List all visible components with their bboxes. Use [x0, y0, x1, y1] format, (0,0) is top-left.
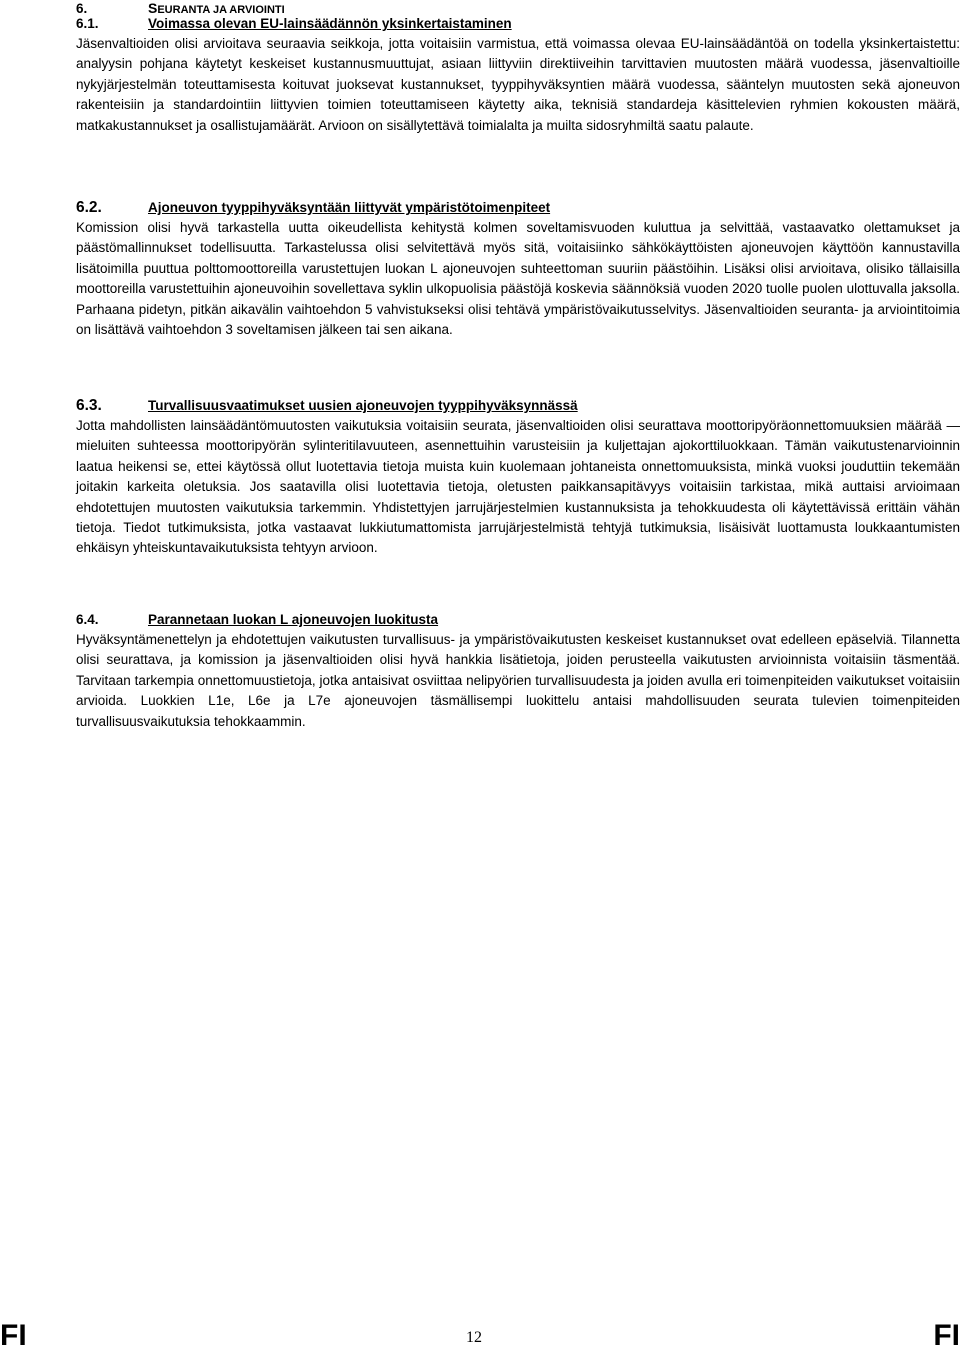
language-code-right: FI: [933, 1319, 960, 1352]
chapter-number: 6.: [76, 1, 88, 16]
section-number: 6.1.: [76, 16, 99, 31]
language-code-left: FI: [0, 1319, 27, 1352]
chapter-title-rest: EURANTA JA ARVIOINTI: [157, 4, 285, 16]
section-heading: [76, 14, 960, 34]
section-6-3: [76, 396, 960, 559]
section-paragraph: Hyväksyntämenettelyn ja ehdotettujen vaikutusten turvallisuus- ja ympäristövaikutusten keskeiset kustannukset ovat edelleen epäselviä. Tilannetta olisi seurattava, ja komission ja jäsenvaltioiden olisi hyvä hankkia lisätietoja, joiden perusteella vaikutusten arvioinnista voitaisiin täsmentää. Tarvitaan tarkempia onnettomuustietoja, jotka antaisivat osviittaa nelipyörien turvallisuudesta ja joiden avulla eri toimenpiteiden vaikutukset voitaisiin arvioida. Luokkien L1e, L6e ja L7e ajoneuvojen täsmällisempi luokittelu antaisi mahdollisuuden seurata tulevien toimenpiteiden turvallisuusvaikutuksia tehokkaammin.: [76, 632, 960, 729]
section-paragraph: Jotta mahdollisten lainsäädäntömuutosten vaikutuksia voitaisiin seurata, jäsenvaltioiden olisi seurattava moottoripyöräonnettomuuksien määrää — mieluiten suhteessa moottoripyörän sylinteritilavuuteen, asennettuihin varusteisiin ja kuljettajan ajokorttiluokkaan. Tämän vaikutustenarvioinnin laatua heikensi se, ettei käytössä ollut luotettavia tietoja muista kuin kuolemaan johtaneista onnettomuuksista, minkä vuoksi jouduttiin tekemään joitakin karkeita oletuksia. Jos saatavilla olisi luotettavia tietoja, oletusten paikkansapitävyys voitaisiin tarkistaa, mikä auttaisi arvioimaan ehdotettujen muutosten vaikutuksia tarkemmin. Yhdistettyjen jarrujärjestelmien kustannuksista ja tehokkuudesta oli käytettävissä erittäin vähän tietoja. Tiedot tutkimuksista, jotka vastaavat lukkiutumattomista jarrujärjestelmistä tehtyjä tutkimuksia, lisäisivät luottamusta loukkaantumisten ehkäisyn yhteiskuntavaikutuksista tehtyyn arvioon.: [76, 418, 960, 556]
section-heading: [76, 610, 960, 630]
section-6-4: [76, 610, 960, 732]
section-6-2: [76, 198, 960, 340]
page-footer: [0, 1318, 960, 1354]
section-6-1: [76, 14, 960, 136]
section-heading: [76, 396, 960, 416]
section-paragraph: Komission olisi hyvä tarkastella uutta oikeudellista kehitystä kolmen soveltamisvuoden kuluttua ja selvittää, vastaavatko olettamukset ja päästömallinnukset todellisuutta. Tarkastelussa olisi selvitettävä myös sitä, voitaisiinko sähkökäyttöisten ajoneuvojen käyttöön kannustavilla lisätoimilla puuttua polttomoottoreilla varustettujen luokan L ajoneuvojen suhteettoman suuriin päästöihin. Lisäksi olisi arvioitava, olisiko tällaisilla moottoreilla varustettuihin ajoneuvoihin sovellettava syklin ulkopuolisia päästöjä koskevia säännöksiä vuoden 2020 tuolle puolen ulottuvalla jaksolla. Parhaana pidetyn, pitkän aikavälin vaihtoehdon 5 vahvistukseksi olisi tehtävä ympäristövaikutusselvitys. Jäsenvaltioiden seuranta- ja arviointitoimia on lisättävä vaihtoehdon 3 soveltamisen jälkeen tai sen aikana.: [76, 220, 960, 338]
section-paragraph: Jäsenvaltioiden olisi arvioitava seuraavia seikkoja, jotta voitaisiin varmistua, että voimassa olevaa EU-lainsäädäntöä on todella yksinkertaistettu: analyysin pohjana käytetyt keskeiset kustannusmuuttujat, asiaan liittyviin direktiiveihin tarvittavien muutosten määrä vuodessa, jäsenvaltioille nykyjärjestelmän toteuttamisesta koituvat juoksevat kustannukset, tyyppihyväksyntien määrä vuodessa, sääntelyn muutosten sekä ajoneuvon rakenteisiin ja standardointiin liittyvien toimien toteuttamiseen käytetty aika, teknisiä standardeja käsittelevien ryhmien kokousten määrä, matkakustannukset ja osallistujamäärät. Arvioon on sisällytettävä toimialalta ja muilta sidosryhmiltä saatu palaute.: [76, 36, 960, 133]
chapter-title-initial: S: [148, 0, 158, 16]
section-title: Parannetaan luokan L ajoneuvojen luokitusta: [148, 612, 439, 627]
section-title: Ajoneuvon tyyppihyväksyntään liittyvät ympäristötoimenpiteet: [148, 200, 551, 215]
section-title: Turvallisuusvaatimukset uusien ajoneuvojen tyyppihyväksynnässä: [148, 398, 578, 413]
section-title: Voimassa olevan EU-lainsäädännön yksinkertaistaminen: [148, 16, 512, 31]
section-heading: [76, 198, 960, 218]
page-number: 12: [466, 1329, 482, 1346]
section-number: 6.4.: [76, 612, 99, 627]
section-number: 6.2.: [76, 199, 102, 216]
section-number: 6.3.: [76, 397, 102, 414]
